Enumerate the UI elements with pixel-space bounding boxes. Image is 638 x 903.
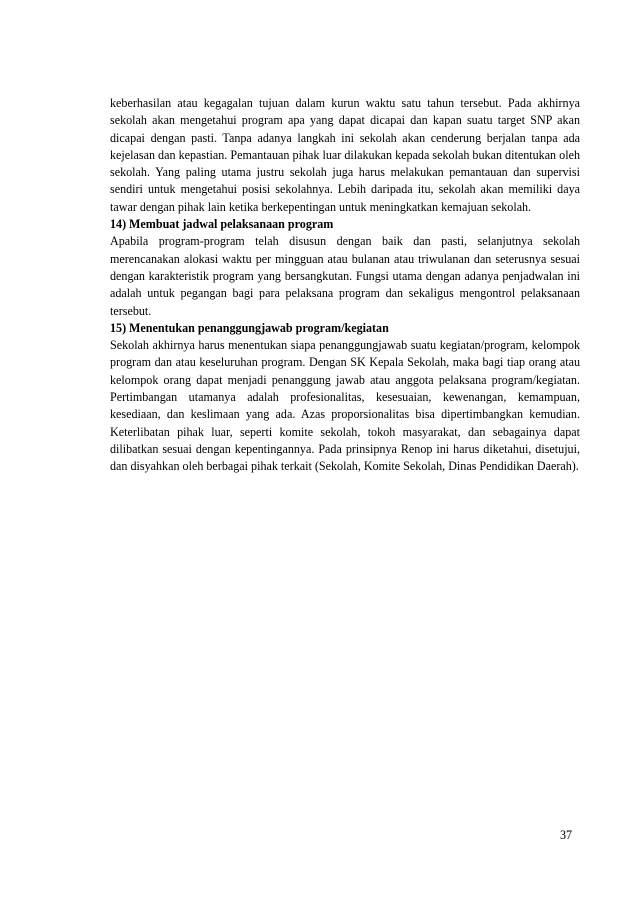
section-14-heading [110, 216, 580, 233]
section-15-heading [110, 320, 580, 337]
page-content [110, 95, 580, 476]
page-number: 37 [560, 828, 573, 842]
section-14-title: Membuat jadwal pelaksanaan program [129, 217, 334, 232]
section-14-paragraph: Apabila program-program telah disusun dengan baik dan pasti, selanjutnya sekolah merencanakan alokasi waktu per mingguan atau bulanan atau triwulanan dan seterusnya sesuai dengan karakteristik program yang bersangkutan. Fungsi utama dengan adanya penjadwalan ini adalah untuk pegangan bagi para pelaksana program dan sekaligus mengontrol pelaksanaan tersebut. [110, 234, 580, 318]
section-15-title: Menentukan penanggungjawab program/kegiatan [129, 320, 389, 335]
section-15-number: 15) [110, 320, 127, 335]
intro-paragraph: keberhasilan atau kegagalan tujuan dalam kurun waktu satu tahun tersebut. Pada akhirnya sekolah akan mengetahui program apa yang dapat dicapai dan kapan suatu target SNP akan dicapai dengan pasti. Tanpa adanya langkah ini sekolah akan cenderung berjalan tanpa ada kejelasan dan kepastian. Pemantauan pihak luar dilakukan kepada sekolah bukan ditentukan oleh sekolah. Yang paling utama justru sekolah juga harus melakukan pemantauan dan supervisi sendiri untuk mengetahui posisi sekolahnya. Lebih daripada itu, sekolah akan memiliki daya tawar dengan pihak lain ketika berkepentingan untuk meningkatkan kemajuan sekolah. [110, 96, 580, 214]
section-14-number: 14) [110, 217, 127, 232]
section-15-paragraph: Sekolah akhirnya harus menentukan siapa penanggungjawab suatu kegiatan/program, kelompok program dan atau keseluruhan program. Dengan SK Kepala Sekolah, maka bagi tiap orang atau kelompok orang dapat menjadi penanggung jawab atau anggota pelaksana program/kegiatan. Pertimbangan utamanya adalah profesionalitas, kesesuaian, kewenangan, kemampuan, kesediaan, dan keslimaan yang ada. Azas proporsionalitas bisa dipertimbangkan kemudian. Keterlibatan pihak luar, seperti komite sekolah, tokoh masyarakat, dan sebagainya dapat dilibatkan sesuai dengan kepentingannya. Pada prinsipnya Renop ini harus diketahui, disetujui, dan disyahkan oleh berbagai pihak terkait (Sekolah, Komite Sekolah, Dinas Pendidikan Daerah). [110, 338, 580, 474]
